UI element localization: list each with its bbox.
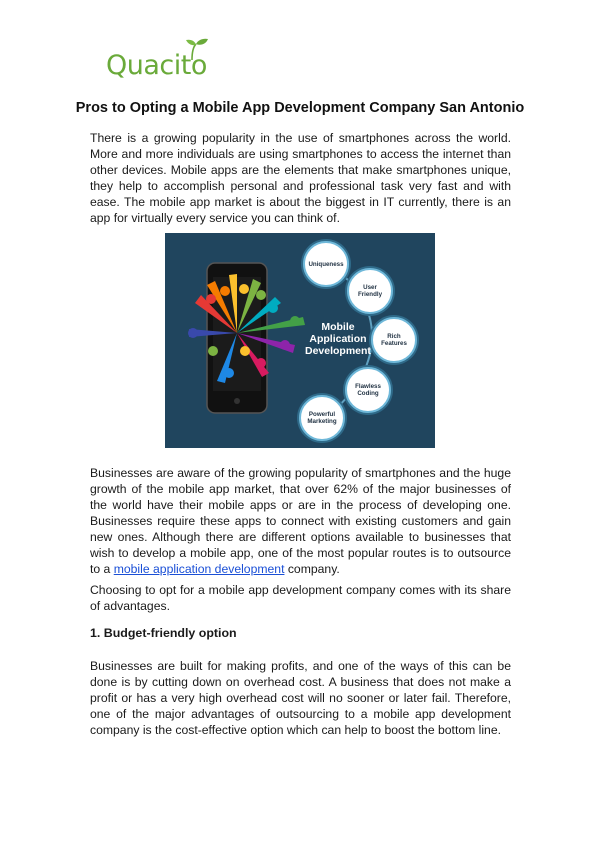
page-title: Pros to Opting a Mobile App Development Company San Antonio [75, 100, 525, 116]
bubble-user-friendly: User Friendly [347, 268, 393, 314]
bubble-uniqueness: Uniqueness [303, 241, 349, 287]
mobile-app-development-link[interactable]: mobile application development [113, 562, 285, 576]
quacito-logo [106, 38, 226, 88]
bubble-flawless-coding: Flawless Coding [345, 367, 391, 413]
logo-text: Quacito [106, 50, 207, 81]
businesses-paragraph: Businesses are aware of the growing popularity of smartphones and the huge growth of the mobile app market, that over 62% of the major businesses of the world have their mobile apps or are in the process of developing one. Businesses require these apps to connect with existing customers and gain new ones. Although there are different options available to businesses that wish to develop a mobile app, one of the most popular routes is to outsource to a mobile application development company. [90, 466, 511, 576]
bubble-powerful-marketing: Powerful Marketing [299, 395, 345, 441]
intro-paragraph: There is a growing popularity in the use of smartphones across the world. More and more individuals are using smartphones to access the internet than other devices. Mobile apps are the elements that make smartphones unique, they help to accomplish personal and professional task very fast and with ease. The mobile app market is about the biggest in IT currently, there is an app for virtually every service you can think of. [90, 131, 511, 225]
bubble-rich-features: Rich Features [371, 317, 417, 363]
section-heading-budget: 1. Budget-friendly option [90, 626, 237, 640]
infographic-center-label: Mobile Application Development [305, 321, 371, 357]
mobile-app-infographic [165, 233, 435, 448]
budget-paragraph: Businesses are built for making profits, and one of the ways of this can be done is by cutting down on overhead cost. A business that does not make a profit or has a very high overhead cost will no sooner or later fail. Therefore, one of the major advantages of outsourcing to a mobile app development company is the cost-effective option which can help to boost the bottom line. [90, 659, 511, 737]
choosing-paragraph: Choosing to opt for a mobile app development company comes with its share of advantages. [90, 583, 511, 613]
